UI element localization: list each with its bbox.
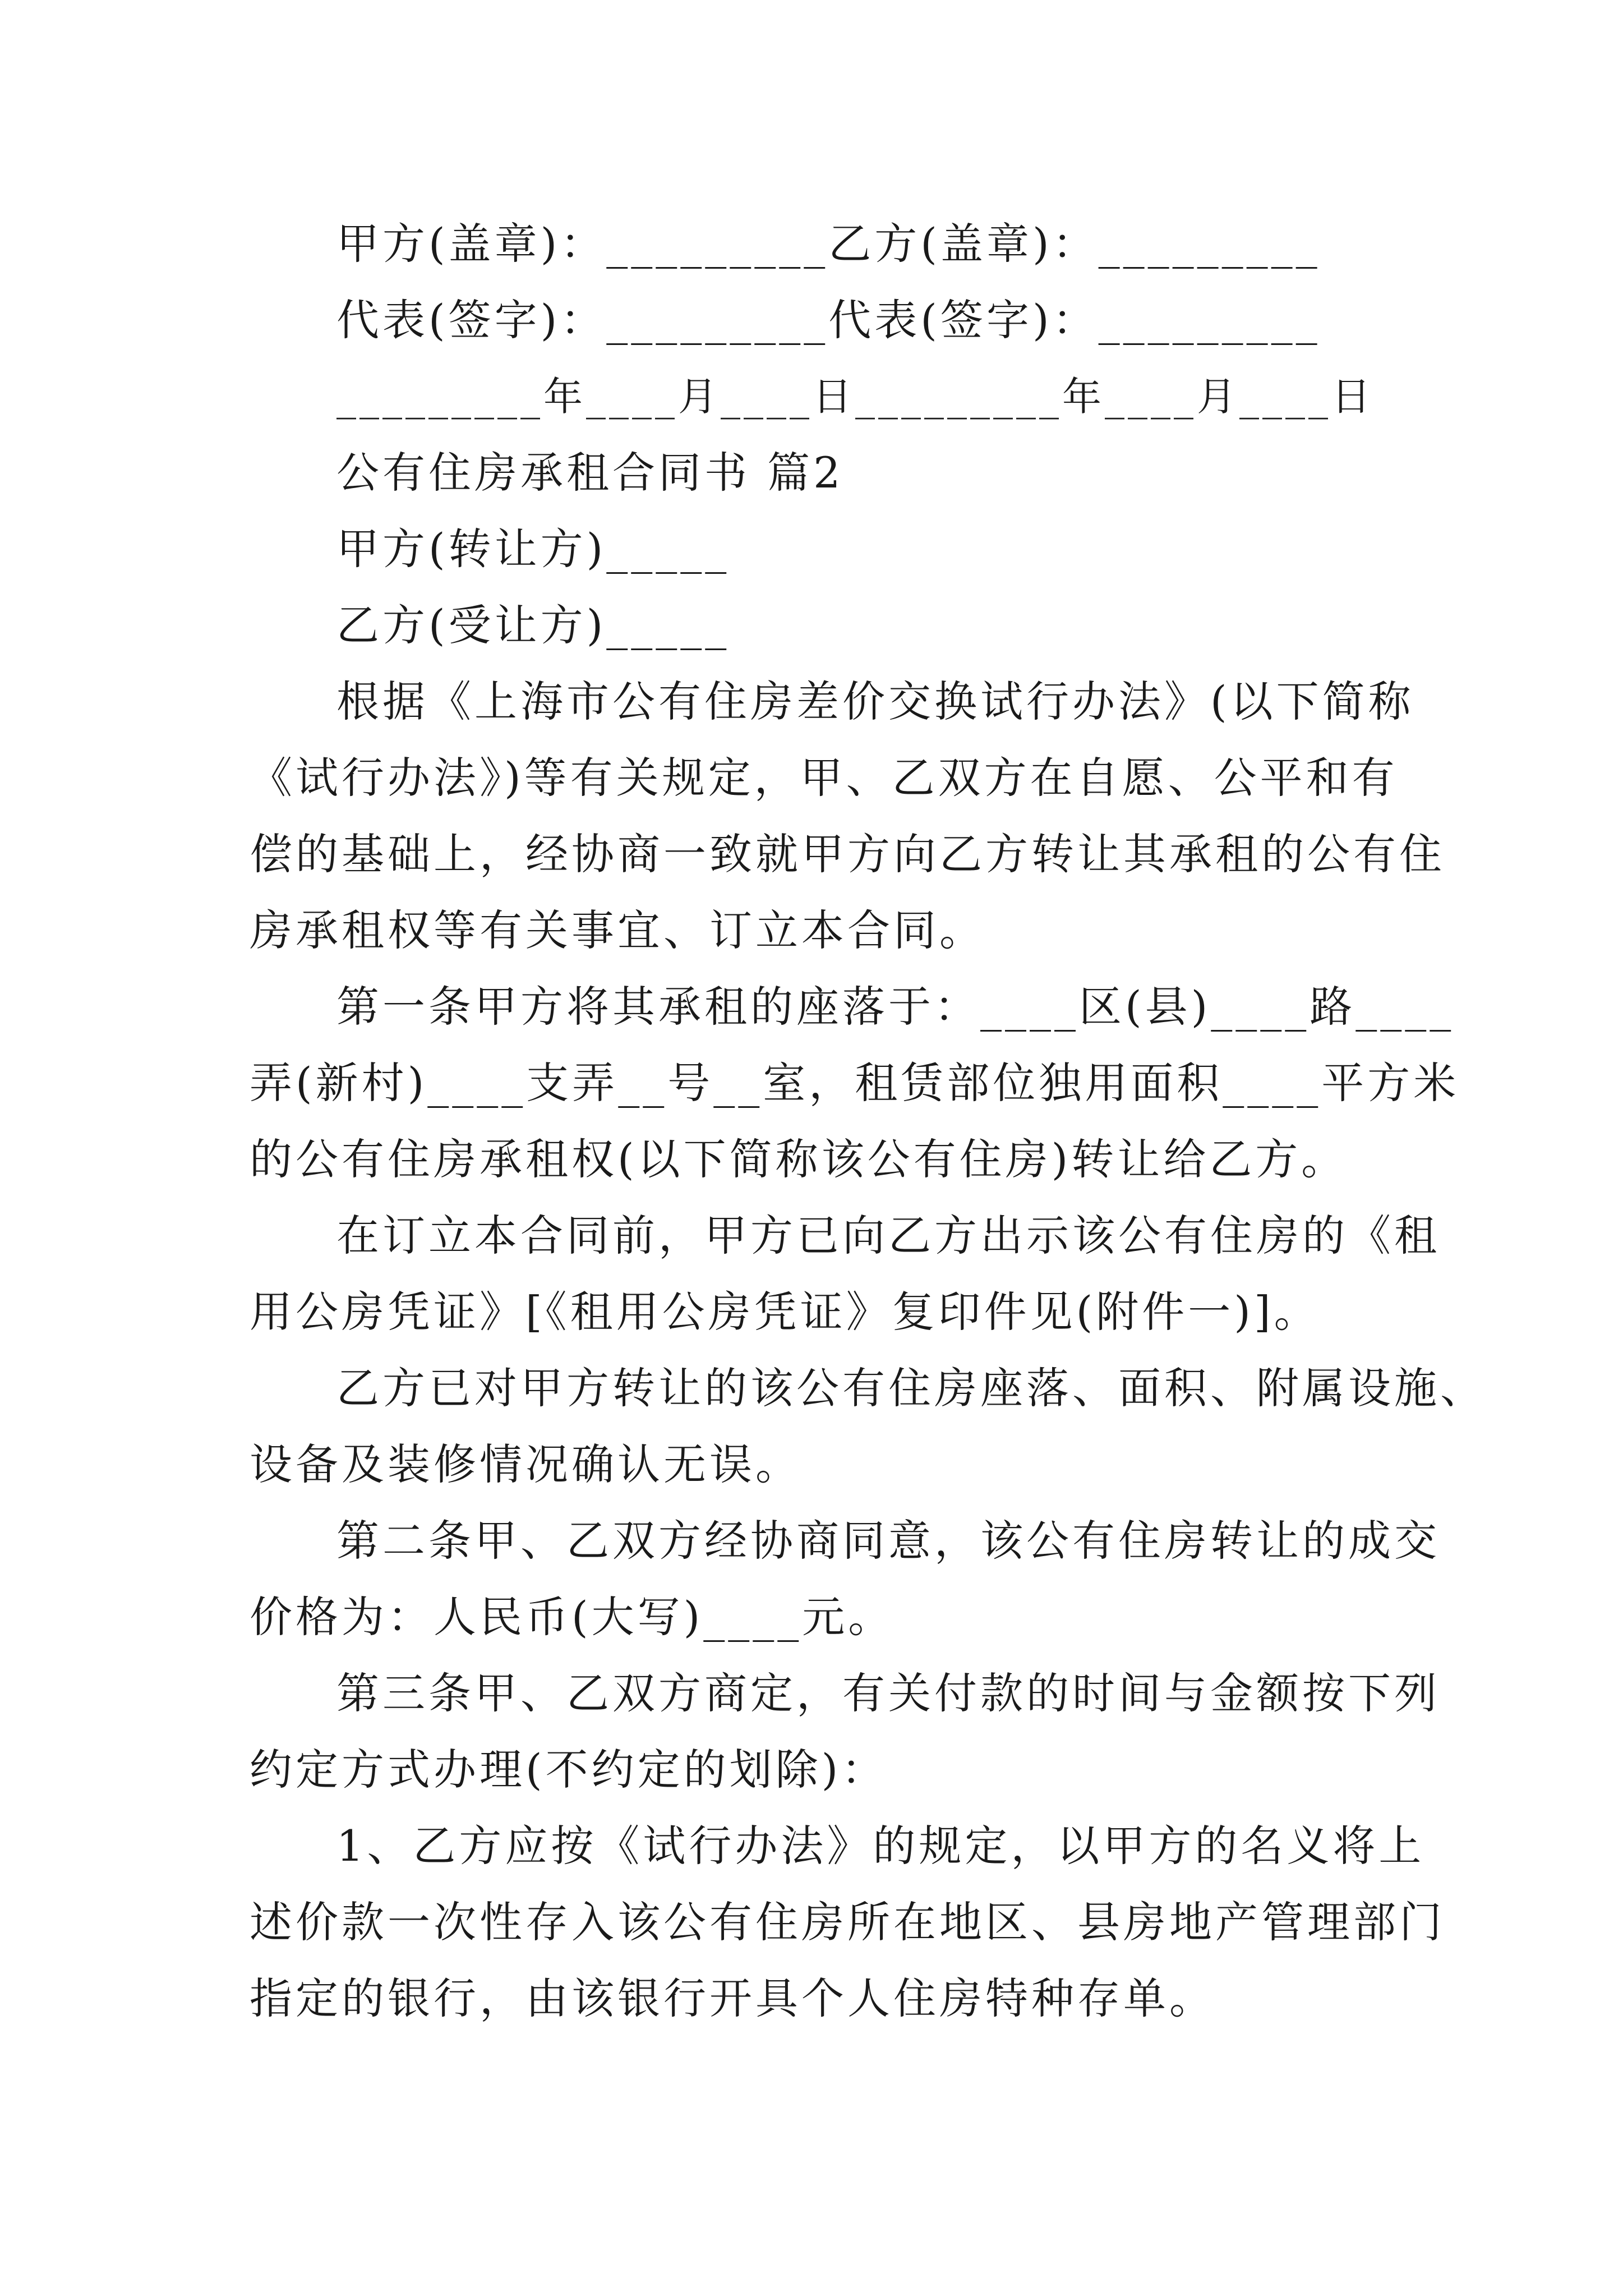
signature-rep-line: 代表(签字)：_________代表(签字)：_________ bbox=[336, 295, 1321, 345]
party-b-line: 乙方(受让方)_____ bbox=[336, 600, 730, 650]
article2-line-2: 价格为：人民币(大写)____元。 bbox=[250, 1592, 895, 1642]
section-title: 公有住房承租合同书 篇2 bbox=[336, 448, 844, 498]
item1-line-1: 1、乙方应按《试行办法》的规定，以甲方的名义将上 bbox=[336, 1821, 1425, 1871]
intro-line-4: 房承租权等有关事宜、订立本合同。 bbox=[250, 905, 985, 955]
signature-seal-line: 甲方(盖章)：_________乙方(盖章)：_________ bbox=[336, 219, 1321, 269]
intro-line-3: 偿的基础上，经协商一致就甲方向乙方转让其承租的公有住 bbox=[250, 829, 1445, 879]
article3-line-1: 第三条甲、乙双方商定，有关付款的时间与金额按下列 bbox=[336, 1668, 1440, 1718]
article2-line-1: 第二条甲、乙双方经协商同意，该公有住房转让的成交 bbox=[336, 1516, 1440, 1566]
cert-line-1: 在订立本合同前，甲方已向乙方出示该公有住房的《租 bbox=[336, 1211, 1440, 1260]
article1-line-1: 第一条甲方将其承租的座落于：____区(县)____路____ bbox=[336, 982, 1455, 1032]
item1-line-2: 述价款一次性存入该公有住房所在地区、县房地产管理部门 bbox=[250, 1897, 1445, 1947]
confirmed-line-1: 乙方已对甲方转让的该公有住房座落、面积、附属设施、 bbox=[336, 1363, 1486, 1413]
signature-date-line: _________年____月____日_________年____月____日 bbox=[336, 374, 1374, 420]
intro-line-1: 根据《上海市公有住房差价交换试行办法》(以下简称 bbox=[336, 677, 1414, 726]
article1-line-3: 的公有住房承租权(以下简称该公有住房)转让给乙方。 bbox=[250, 1134, 1348, 1184]
intro-line-2: 《试行办法》)等有关规定，甲、乙双方在自愿、公平和有 bbox=[250, 753, 1398, 803]
confirmed-line-2: 设备及装修情况确认无误。 bbox=[250, 1439, 801, 1489]
article1-line-2: 弄(新村)____支弄__号__室，租赁部位独用面积____平方米 bbox=[250, 1058, 1460, 1108]
cert-line-2: 用公房凭证》[《租用公房凭证》复印件见(附件一)]。 bbox=[250, 1287, 1320, 1337]
party-a-line: 甲方(转让方)_____ bbox=[336, 524, 730, 574]
article3-line-2: 约定方式办理(不约定的划除)： bbox=[250, 1745, 888, 1795]
item1-line-3: 指定的银行，由该银行开具个人住房特种存单。 bbox=[250, 1973, 1215, 2023]
